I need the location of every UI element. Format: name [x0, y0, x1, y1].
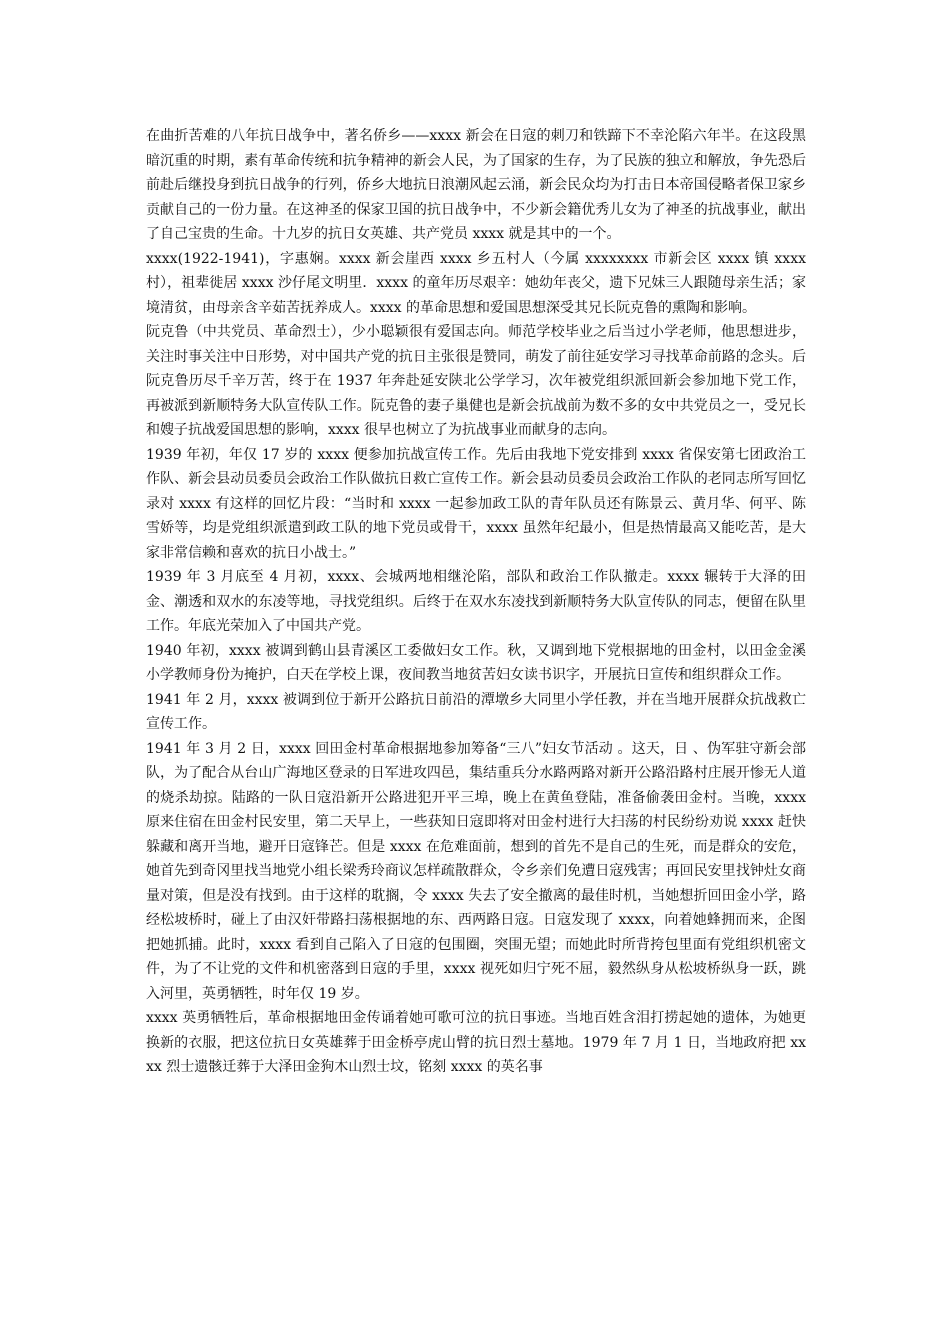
paragraph-intro: 在曲折苦难的八年抗日战争中，著名侨乡——xxxx 新会在日寇的刺刀和铁蹄下不幸沦陷六年半。在这段黑暗沉重的时期，素有革命传统和抗争精神的新会人民，为了国家的生存，为了民族的独立和解放，争先恐后前赴后继投身到抗日战争的行列，侨乡大地抗日浪潮风起云涌，新会民众均为打击日本帝国侵略者保卫家乡贡献自己的一份力量。在这神圣的保家卫国的抗日战争中，不少新会籍优秀儿女为了神圣的抗战事业，献出了自己宝贵的生命。十九岁的抗日女英雄、共产党员 xxxx 就是其中的一个。	[146, 128, 806, 242]
paragraph-1939-start: 1939 年初，年仅 17 岁的 xxxx 便参加抗战宣传工作。先后由我地下党安排到 xxxx 省保安第七团政治工作队、新会县动员委员会政治工作队做抗日救亡宣传工作。新会县动员委员会政治工作队的老同志所写回忆录对 xxxx 有这样的回忆片段：“当时和 xxxx 一起参加政工队的青年队员还有陈景云、黄月华、何平、陈雪娇等，均是党组织派遣到政工队的地下党员或骨干，xxxx 虽然年纪最小，但是热情最高又能吃苦，是大家非常信赖和喜欢的抗日小战士。”	[146, 446, 806, 561]
document-body	[146, 124, 806, 1080]
paragraph-brother: 阮克鲁（中共党员、革命烈士），少小聪颖很有爱国志向。师范学校毕业之后当过小学老师，他思想进步，关注时事关注中日形势，对中国共产党的抗日主张很是赞同，萌发了前往延安学习寻找革命前路的念头。后阮克鲁历尽千辛万苦，终于在 1937 年奔赴延安陕北公学学习，次年被党组织派回新会参加地下党工作，再被派到新顺特务大队宣传队工作。阮克鲁的妻子巢健也是新会抗战前为数不多的女中共党员之一，受兄长和嫂子抗战爱国思想的影响，xxxx 很早也树立了为抗战事业而献身的志向。	[146, 324, 806, 438]
paragraph-aftermath: xxxx 英勇牺牲后，革命根据地田金传诵着她可歌可泣的抗日事迹。当地百姓含泪打捞起她的遗体，为她更换新的衣服，把这位抗日女英雄葬于田金桥亭虎山臂的抗日烈士墓地。1979 年 7 月 1 日，当地政府把 xxxx 烈士遗骸迁葬于大泽田金狗木山烈士坟，铭刻 xxxx 的英名事	[146, 1010, 806, 1075]
paragraph-1941-feb: 1941 年 2 月，xxxx 被调到位于新开公路抗日前沿的潭墩乡大同里小学任教，并在当地开展群众抗战救亡宣传工作。	[146, 691, 806, 732]
paragraph-1941-march: 1941 年 3 月 2 日，xxxx 回田金村革命根据地参加筹备“三八”妇女节活动 。这天，日 、伪军驻守新会部队，为了配合从台山广海地区登录的日军进攻四邑，集结重兵分水路两路对新开公路沿路村庄展开惨无人道的烧杀劫掠。陆路的一队日寇沿新开公路进犯开平三埠，晚上在黄鱼登陆，准备偷袭田金村。当晚，xxxx 原来住宿在田金村民安里，第二天早上，一些获知日寇即将对田金村进行大扫荡的村民纷纷劝说 xxxx 赶快躲藏和离开当地，避开日寇锋芒。但是 xxxx 在危难面前，想到的首先不是自己的生死，而是群众的安危，她首先到奇冈里找当地党小组长梁秀玲商议怎样疏散群众，令乡亲们免遭日寇残害；再回民安里找钟灶女商量对策，但是没有找到。由于这样的耽搁，令 xxxx 失去了安全撤离的最佳时机，当她想折回田金小学，路经松坡桥时，碰上了由汉奸带路扫荡根据地的东、西两路日寇。日寇发现了 xxxx，向着她蜂拥而来，企图把她抓捕。此时，xxxx 看到自己陷入了日寇的包围圈，突围无望；而她此时所背挎包里面有党组织机密文件，为了不让党的文件和机密落到日寇的手里，xxxx 视死如归宁死不屈，毅然纵身从松坡桥纵身一跃，跳入河里，英勇牺牲，时年仅 19 岁。	[146, 740, 806, 1002]
paragraph-1940: 1940 年初，xxxx 被调到鹤山县青溪区工委做妇女工作。秋，又调到地下党根据地的田金村，以田金金溪小学教师身份为掩护，白天在学校上课，夜间教当地贫苦妇女读书识字，开展抗日宣传和组织群众工作。	[146, 642, 806, 683]
paragraph-biography: xxxx(1922-1941)，字惠娴。xxxx 新会崖西 xxxx 乡五村人（今属 xxxxxxxx 市新会区 xxxx 镇 xxxx 村），祖辈徙居 xxxx 沙仔尾文明里．xxxx 的童年历尽艰辛：她幼年丧父，遗下兄妹三人跟随母亲生活；家境清贫，由母亲含辛茹苦抚养成人。xxxx 的革命思想和爱国思想深受其兄长阮克鲁的熏陶和影响。	[146, 250, 806, 316]
paragraph-1939-march: 1939 年 3 月底至 4 月初，xxxx、会城两地相继沦陷，部队和政治工作队撤走。xxxx 辗转于大泽的田金、潮透和双水的东凌等地，寻找党组织。后终于在双水东凌找到新顺特务大队宣传队的同志，便留在队里工作。年底光荣加入了中国共产党。	[146, 569, 806, 634]
